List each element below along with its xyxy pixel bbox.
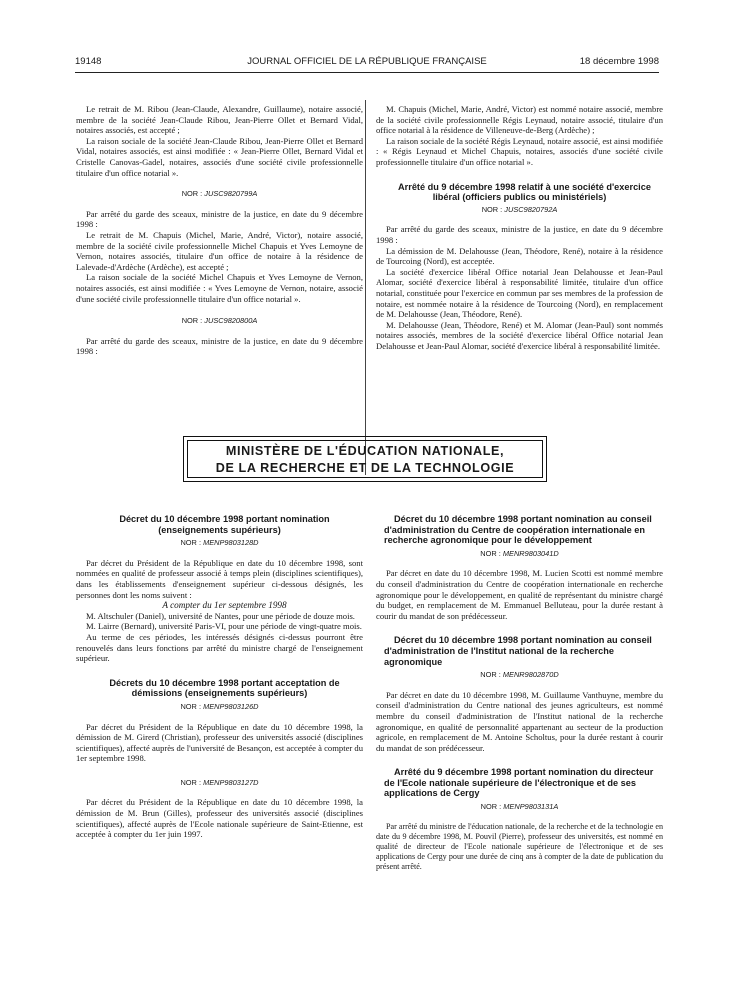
bottom-left-column: [76, 514, 363, 840]
paragraph: Par arrêté du garde des sceaux, ministre de la justice, en date du 9 décembre 1998 :: [376, 224, 663, 245]
paragraph: La raison sociale de la société Jean-Claude Ribou, Jean-Pierre Ollet et Bernard Vidal, notaires associés, est ainsi modifiée : « Jean-Pierre Ollet, Bernard Vidal et Cristelle Canovas-Gadel, notaires, associés d'une société civile professionnelle titulaire d'un office notarial ».: [76, 135, 363, 178]
paragraph: M. Lairre (Bernard), université Paris-VI, pour une période de vingt-quatre mois.: [86, 621, 362, 632]
bottom-right-column: [376, 514, 663, 872]
page-header: [75, 56, 659, 73]
article-title: Arrêté du 9 décembre 1998 portant nomination du directeur de l'Ecole nationale supérieure de l'électronique et de ses applications de Cergy: [384, 767, 654, 799]
column-divider: [365, 100, 366, 475]
paragraph: M. Delahousse (Jean, Théodore, René) et M. Alomar (Jean-Paul) sont nommés notaires associés, membres de la société d'exercice libéral Office notarial Jean Delahousse et Jean-Paul Alomar, société d'exercice libéral à responsabilité limitée.: [376, 319, 663, 351]
paragraph: Le retrait de M. Ribou (Jean-Claude, Alexandre, Guillaume), notaire associé, membre de la société Jean-Claude Ribou, Jean-Pierre Ollet et Bernard Vidal, notaires associés, est accepté ;: [76, 104, 363, 136]
nor-reference: NOR : JUSC9820799A: [181, 189, 258, 199]
paragraph: Par décret du Président de la République en date du 10 décembre 1998, la démission de M. Girerd (Christian), professeur des universités associé (disciplines scientifiques), affecté auprès de l'université de Besançon, est acceptée à compter du 1er septembre 1998.: [76, 721, 364, 764]
journal-title: JOURNAL OFFICIEL DE LA RÉPUBLIQUE FRANÇAISE: [247, 56, 487, 67]
paragraph: La raison sociale de la société Régis Leynaud, notaire associé, est ainsi modifiée : « Régis Leynaud et Michel Chapuis, notaires, associés d'une société civile professionnelle titulaire d'un office notarial ».: [376, 135, 663, 167]
paragraph: Le retrait de M. Chapuis (Michel, Marie, André, Victor), notaire associé, membre de la société civile professionnelle Michel Chapuis et Yves Lemoyne de Vernon, notaires associés, titulaire d'un office de notaire à la résidence de Lalevade-d'Ardèche (Ardèche), est accepté ;: [76, 229, 363, 272]
page-number: 19148: [75, 56, 102, 67]
paragraph: Par arrêté du ministre de l'éducation nationale, de la recherche et de la technologie en date du 9 décembre 1998, M. Pouvil (Pierre), professeur des universités, est nommé en qualité de directeur de l'Ecole nationale supérieure de l'électronique et de ses applications de Cergy pour une durée de cinq ans à compter de la date de publication du présent arrêté.: [376, 821, 663, 871]
paragraph: La démission de M. Delahousse (Jean, Théodore, René), notaire à la résidence de Tourcoing (Nord), est acceptée.: [376, 245, 663, 267]
paragraph: Par arrêté du garde des sceaux, ministre de la justice, en date du 9 décembre 1998 :: [76, 335, 363, 357]
nor-reference: NOR : MENP9803128D: [180, 538, 259, 548]
nor-reference: NOR : MENR9802870D: [480, 670, 559, 680]
effective-date-heading: A compter du 1er septembre 1998: [162, 600, 287, 611]
article-title: Arrêté du 9 décembre 1998 relatif à une société d'exercice libéral (officiers publics ou ministériels): [398, 181, 651, 203]
paragraph: La raison sociale de la société Michel Chapuis et Yves Lemoyne de Vernon, notaires associés, est ainsi modifiée : « Yves Lemoyne de Vernon, notaire, associé d'une société civile professionnelle titulaire d'un office notarial ».: [76, 272, 363, 304]
article-title: Décrets du 10 décembre 1998 portant acceptation de démissions (enseignements supérieurs): [109, 677, 340, 699]
article-title: Décret du 10 décembre 1998 portant nomination au conseil d'administration du Centre de coopération internationale en recherche agronomique pour le développement: [384, 514, 652, 546]
article-title: Décret du 10 décembre 1998 portant nomination au conseil d'administration de l'Institut national de la recherche agronomique: [384, 635, 652, 667]
article-title: Décret du 10 décembre 1998 portant nomination (enseignements supérieurs): [119, 514, 330, 535]
ministry-line-1: MINISTÈRE DE L'ÉDUCATION NATIONALE,: [225, 444, 505, 458]
paragraph: Par décret en date du 10 décembre 1998, M. Lucien Scotti est nommé membre du conseil d'administration du Centre de coopération internationale en recherche agronomique pour le développement, en qualité de représentant du ministre chargé du budget, en remplacement de M. Emmanuel Belluteau, pour la durée restant à courir du mandat de son prédécesseur.: [376, 568, 663, 621]
paragraph: Par arrêté du garde des sceaux, ministre de la justice, en date du 9 décembre 1998 :: [76, 208, 363, 230]
paragraph: M. Altschuler (Daniel), université de Nantes, pour une période de douze mois.: [86, 610, 355, 621]
paragraph: M. Chapuis (Michel, Marie, André, Victor) est nommé notaire associé, membre de la société civile professionnelle Régis Leynaud, notaire associé, titulaire d'un office notarial à la résidence de Villeneuve-de-Berg (Ardèche) ;: [376, 104, 663, 136]
paragraph: Par décret en date du 10 décembre 1998, M. Guillaume Vanthuyne, membre du conseil d'administration du Centre national des jeunes agriculteurs, est nommé membre du conseil d'administration de l'Institut national de la recherche agronomique, en qualité de personnalité appartenant au secteur de la production agricole, en remplacement de M. Antoine Scholtus, pour la durée restant à courir du mandat de son prédécesseur.: [376, 689, 663, 753]
paragraph: Par décret du Président de la République en date du 10 décembre 1998, sont nommées en qualité de professeur associé à temps plein (disciplines scientifiques), dans les établissements d'enseignement supérieur ci-dessous désignés, les personnes dont les noms suivent :: [76, 557, 363, 600]
paragraph: Au terme de ces périodes, les intéressés désignés ci-dessus pourront être renouvelés dans leurs fonctions par arrêté du ministre chargé de l'enseignement supérieur.: [76, 631, 363, 664]
issue-date: 18 décembre 1998: [579, 56, 659, 67]
top-right-column: [376, 104, 663, 351]
nor-reference: NOR : MENP9803127D: [180, 777, 259, 787]
ministry-line-2: DE LA RECHERCHE ET DE LA TECHNOLOGIE: [215, 460, 515, 475]
top-left-column: [76, 104, 363, 357]
nor-reference: NOR : MENP9803126D: [180, 701, 259, 711]
ministry-banner: [183, 436, 547, 482]
nor-reference: NOR : MENR9803041D: [480, 548, 559, 558]
nor-reference: NOR : JUSC9820792A: [481, 204, 558, 214]
paragraph: La société d'exercice libéral Office notarial Jean Delahousse et Jean-Paul Alomar, société d'exercice libéral à responsabilité limitée, titulaire d'un office notarial, constituée pour l'exercice en commun par ses membres de la profession de notaire, est nommée notaire à la résidence de Tourcoing (Nord), en remplacement de M. Delahousse (Jean, Théodore, René).: [376, 266, 663, 320]
nor-reference: NOR : MENP9803131A: [480, 802, 559, 812]
nor-reference: NOR : JUSC9820800A: [181, 316, 258, 326]
paragraph: Par décret du Président de la République en date du 10 décembre 1998, la démission de M. Brun (Gilles), professeur des universités associé (disciplines scientifiques), affecté auprès de l'Ecole nationale supérieure de Saint-Etienne, est acceptée à compter du 1er juin 1997.: [76, 797, 363, 840]
